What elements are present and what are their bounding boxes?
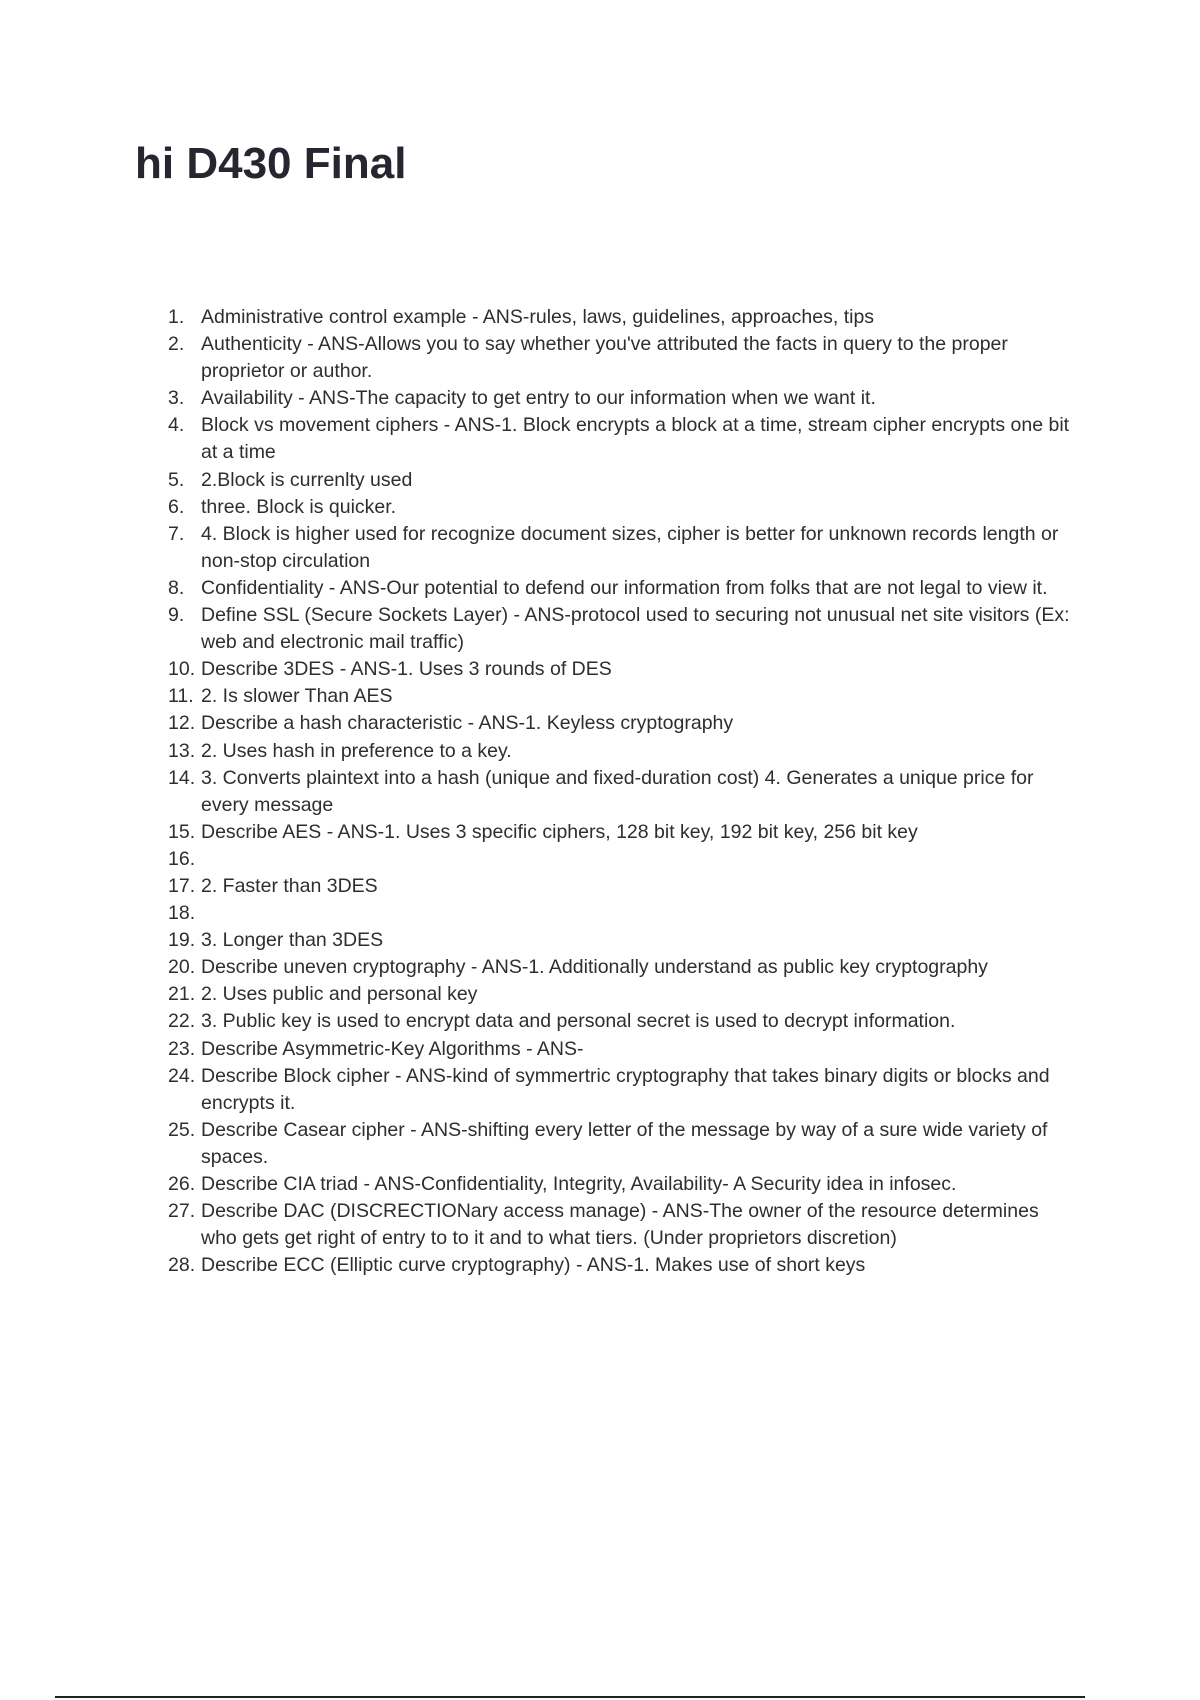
list-item [168,1171,1088,1198]
list-item [168,683,1088,710]
list-item [168,927,1088,954]
list-item [168,1063,1088,1117]
item-number: 25. [168,1118,196,1141]
item-text: Availability - ANS-The capacity to get entry to our information when we want it. [201,387,876,410]
list-item [168,385,1088,412]
list-item [168,1008,1088,1035]
list-item [168,1036,1088,1063]
item-number: 22. [168,1010,196,1033]
item-number: 5. [168,468,185,491]
item-number: 1. [168,306,185,328]
list-item [168,846,1088,873]
item-text: Confidentiality - ANS-Our potential to defend our information from folks that are not legal to view it. [201,576,1048,599]
page-title: hi D430 Final [135,139,407,188]
item-number: 14. [168,766,196,789]
list-item [168,521,1088,575]
item-text: Describe uneven cryptography - ANS-1. Additionally understand as public key cryptography [201,956,988,979]
item-text: Administrative control example - ANS-rules, laws, guidelines, approaches, tips [201,306,875,328]
item-text [201,900,1088,927]
list-item [168,1117,1088,1171]
item-text: 3. Longer than 3DES [201,929,384,952]
qa-list [168,304,1088,1279]
list-item [168,710,1088,737]
item-number: 20. [168,956,196,979]
item-text: three. Block is quicker. [201,495,397,518]
item-number: 28. [168,1254,196,1277]
item-text: Authenticity - ANS-Allows you to say whether you've attributed the facts in query to the proper proprietor or author. [201,333,1008,383]
item-number: 24. [168,1064,196,1087]
item-text: 2. Uses hash in preference to a key. [201,739,512,762]
item-text: Define SSL (Secure Sockets Layer) - ANS-protocol used to securing not unusual net site visitors (Ex: web and electronic mail traffic) [201,604,1070,654]
item-number: 27. [168,1200,196,1223]
item-number: 7. [168,522,185,545]
list-item [168,575,1088,602]
list-item [168,819,1088,846]
item-text: 2. Is slower Than AES [201,685,393,708]
item-number: 10. [168,658,196,681]
list-item [168,331,1088,385]
item-number: 2. [168,333,185,356]
item-text: Block vs movement ciphers - ANS-1. Block encrypts a block at a time, stream cipher encrypts one bit at a time [201,414,1070,464]
item-number: 9. [168,604,185,627]
item-number: 12. [168,712,196,735]
item-number: 4. [168,414,185,437]
item-number: 6. [168,495,185,518]
list-item [168,873,1088,900]
list-item [168,304,1088,331]
list-item [168,494,1088,521]
list-item [168,656,1088,683]
footer-divider [55,1696,1085,1698]
item-number: 3. [168,387,185,410]
item-text: Describe Casear cipher - ANS-shifting every letter of the message by way of a sure wide variety of spaces. [201,1118,1048,1168]
item-number: 15. [168,820,196,843]
item-text: 2. Faster than 3DES [201,874,378,897]
item-text: Describe CIA triad - ANS-Confidentiality, Integrity, Availability- A Security idea in infosec. [201,1173,957,1195]
item-text: Describe 3DES - ANS-1. Uses 3 rounds of DES [201,658,612,681]
item-text: Describe a hash characteristic - ANS-1. Keyless cryptography [201,712,734,735]
item-text [201,846,1088,873]
item-number: 13. [168,739,196,762]
item-text: 3. Public key is used to encrypt data and personal secret is used to decrypt information. [201,1010,956,1033]
list-item [168,981,1088,1008]
list-item [168,1198,1088,1252]
item-number: 21. [168,983,196,1006]
item-text: Describe AES - ANS-1. Uses 3 specific ciphers, 128 bit key, 192 bit key, 256 bit key [201,820,918,843]
item-text: 3. Converts plaintext into a hash (unique and fixed-duration cost) 4. Generates a unique price for every message [201,766,1034,816]
item-number: 11. [168,685,194,708]
list-item [168,738,1088,765]
item-text: Describe DAC (DISCRECTIONary access manage) - ANS-The owner of the resource determines who gets get right of entry to to it and to what tiers. (Under proprietors discretion) [201,1200,1039,1250]
item-number: 17. [168,874,196,897]
list-item [168,467,1088,494]
item-text: 2.Block is currenlty used [201,468,413,491]
list-item [168,602,1088,656]
item-number: 16. [168,847,196,870]
item-number: 19. [168,929,196,952]
item-text: Describe Asymmetric-Key Algorithms - ANS- [201,1037,584,1060]
item-text: Describe ECC (Elliptic curve cryptography) - ANS-1. Makes use of short keys [201,1254,866,1277]
item-number: 18. [168,902,196,925]
item-text: Describe Block cipher - ANS-kind of symmertric cryptography that takes binary digits or blocks and encrypts it. [201,1064,1050,1114]
item-text: 4. Block is higher used for recognize document sizes, cipher is better for unknown records length or non-stop circulation [201,522,1059,572]
list-item [168,1252,1088,1279]
list-item [168,900,1088,927]
list-item [168,954,1088,981]
item-number: 23. [168,1037,196,1060]
item-number: 26. [168,1173,196,1195]
item-number: 8. [168,576,185,599]
item-text: 2. Uses public and personal key [201,983,478,1006]
list-item [168,765,1088,819]
list-item [168,412,1088,466]
